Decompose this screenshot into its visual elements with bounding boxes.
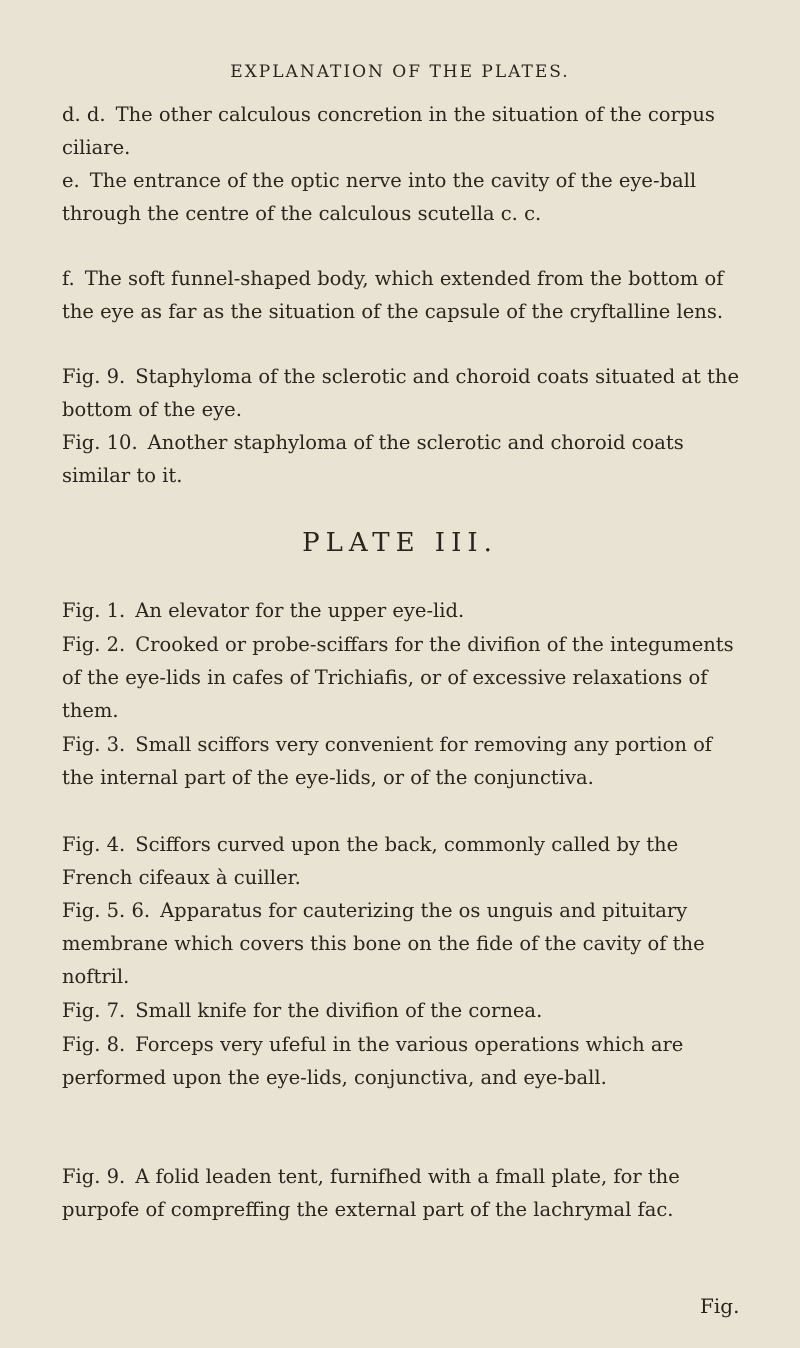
entry-d xyxy=(62,98,742,164)
entry-label: Fig. 5. 6. xyxy=(62,899,151,922)
entry-label: e. xyxy=(62,169,80,192)
plate-entry-8 xyxy=(62,1028,742,1094)
entry-text: The other calculous concretion in the situation of the corpus ciliare. xyxy=(62,103,715,159)
entry-label: Fig. 4. xyxy=(62,833,126,856)
entry-text: Forceps very ufeful in the various operations which are performed upon the eye-lids, conjunctiva, and eye-ball. xyxy=(62,1033,684,1089)
entry-text: An elevator for the upper eye-lid. xyxy=(135,599,465,622)
plate-entry-7 xyxy=(62,994,742,1027)
entry-text: Apparatus for cauterizing the os unguis and pituitary membrane which covers this bone on the fide of the cavity of the noftril. xyxy=(62,899,705,988)
entry-text: Sciffors curved upon the back, commonly called by the French cifeaux à cuiller. xyxy=(62,833,679,889)
plate-entry-9 xyxy=(62,1160,742,1226)
entry-label: Fig. 1. xyxy=(62,599,126,622)
entry-f xyxy=(62,262,742,328)
plate-entry-1 xyxy=(62,594,742,627)
entry-text: The soft funnel-shaped body, which extended from the bottom of the eye as far as the situation of the capsule of the cryftalline lens. xyxy=(62,267,724,323)
entry-text: Small knife for the divifion of the cornea. xyxy=(135,999,543,1022)
entry-text: Crooked or probe-sciffars for the divifion of the integuments of the eye-lids in cafes of Trichiafis, or of excessive relaxations of them. xyxy=(62,633,734,722)
entry-e xyxy=(62,164,742,230)
plate-entry-5-6 xyxy=(62,894,742,993)
entry-text: The entrance of the optic nerve into the cavity of the eye-ball through the centre of the calculous scutella c. c. xyxy=(62,169,697,225)
entry-fig9 xyxy=(62,360,742,426)
entry-label: Fig. 7. xyxy=(62,999,126,1022)
entry-label: f. xyxy=(62,267,75,290)
entry-text: Small sciffors very convenient for removing any portion of the internal part of the eye-lids, or of the conjunctiva. xyxy=(62,733,713,789)
entry-label: Fig. 2. xyxy=(62,633,126,656)
running-head: EXPLANATION OF THE PLATES. xyxy=(230,62,570,82)
entry-label: Fig. 3. xyxy=(62,733,126,756)
entry-label: Fig. 9. xyxy=(62,365,126,388)
plate-entry-3 xyxy=(62,728,742,794)
entry-text: Another staphyloma of the sclerotic and choroid coats similar to it. xyxy=(62,431,684,487)
entry-label: Fig. 8. xyxy=(62,1033,126,1056)
entry-text: A folid leaden tent, furnifhed with a fmall plate, for the purpofe of compreffing the external part of the lachrymal fac. xyxy=(62,1165,680,1221)
entry-fig10 xyxy=(62,426,742,492)
entry-label: Fig. 9. xyxy=(62,1165,126,1188)
entry-label: Fig. 10. xyxy=(62,431,138,454)
entry-label: d. d. xyxy=(62,103,106,126)
plate-entry-2 xyxy=(62,628,742,727)
catchword: Fig. xyxy=(700,1294,740,1318)
plate-heading: PLATE III. xyxy=(302,528,498,558)
entry-text: Staphyloma of the sclerotic and choroid coats situated at the bottom of the eye. xyxy=(62,365,739,421)
plate-entry-4 xyxy=(62,828,742,894)
